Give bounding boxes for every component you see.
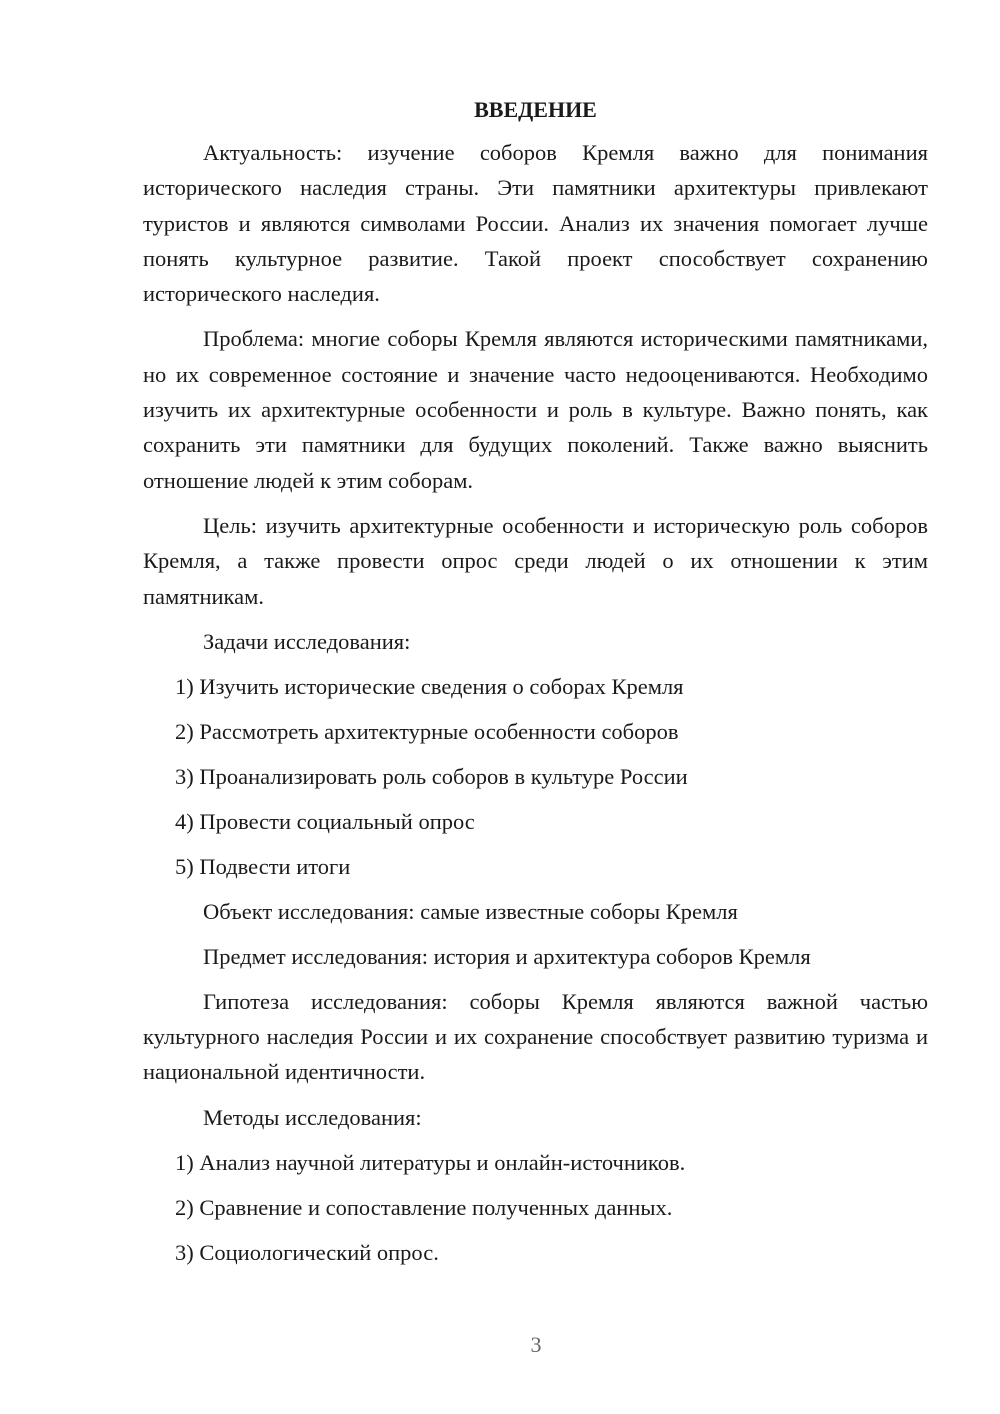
method-item-2: 2) Сравнение и сопоставление полученных данных.: [175, 1194, 673, 1220]
task-item-4: 4) Провести социальный опрос: [175, 808, 475, 834]
task-item-1: 1) Изучить исторические сведения о соборах Кремля: [175, 673, 684, 699]
method-item-1: 1) Анализ научной литературы и онлайн-источников.: [175, 1149, 686, 1175]
document-page: [143, 92, 928, 1280]
goal-paragraph: Цель: изучить архитектурные особенности и историческую роль соборов Кремля, а также провести опрос среди людей о их отношении к этим памятникам.: [143, 512, 928, 609]
relevance-paragraph: Актуальность: изучение соборов Кремля важно для понимания исторического наследия страны. Эти памятники архитектуры привлекают туристов и являются символами России. Анализ их значения помогает лучше понять культурное развитие. Такой проект способствует сохранению исторического наследия.: [143, 140, 928, 307]
methods-heading: Методы исследования:: [203, 1104, 422, 1130]
hypothesis-paragraph: Гипотеза исследования: соборы Кремля являются важной частью культурного наследия России и их сохранение способствует развитию туризма и национальной идентичности.: [143, 988, 928, 1085]
problem-paragraph: Проблема: многие соборы Кремля являются историческими памятниками, но их современное состояние и значение часто недооцениваются. Необходимо изучить их архитектурные особенности и роль в культуре. Важно понять, как сохранить эти памятники для будущих поколений. Также важно выяснить отношение людей к этим соборам.: [143, 326, 928, 493]
page-number: 3: [530, 1332, 542, 1357]
method-item-3: 3) Социологический опрос.: [175, 1239, 439, 1265]
page-title: ВВЕДЕНИЕ: [474, 97, 597, 122]
research-subject: Предмет исследования: история и архитектура соборов Кремля: [203, 943, 811, 969]
tasks-heading: Задачи исследования:: [203, 628, 411, 654]
research-object: Объект исследования: самые известные соборы Кремля: [203, 898, 738, 924]
task-item-5: 5) Подвести итоги: [175, 853, 351, 879]
task-item-3: 3) Проанализировать роль соборов в культуре России: [175, 763, 688, 789]
task-item-2: 2) Рассмотреть архитектурные особенности соборов: [175, 718, 679, 744]
